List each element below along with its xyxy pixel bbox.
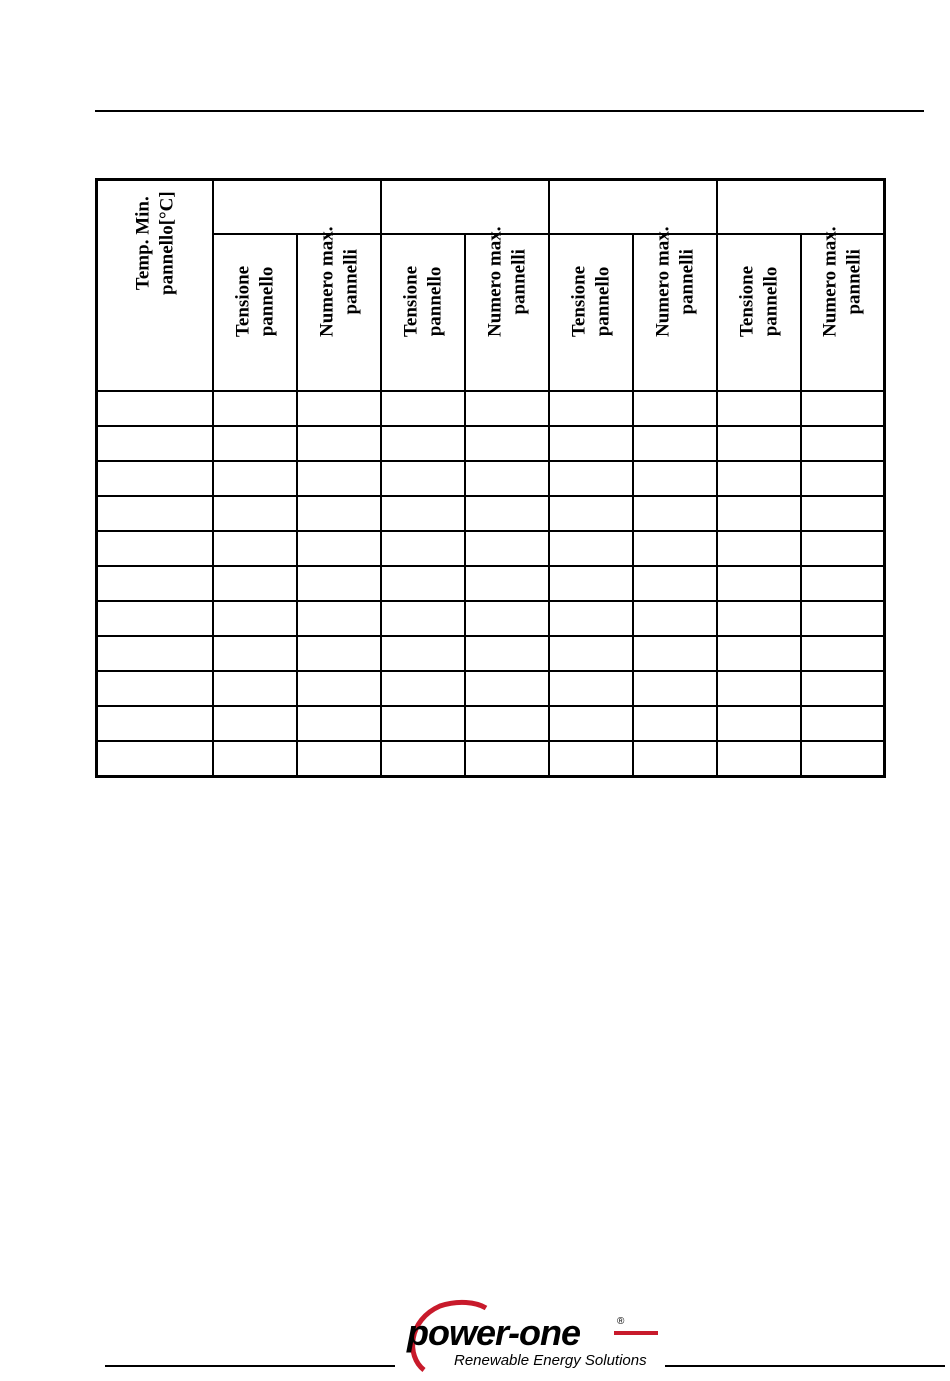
table-cell [717, 426, 801, 461]
table-cell [297, 496, 381, 531]
table-cell [297, 531, 381, 566]
table-cell [633, 671, 717, 706]
table-cell [297, 566, 381, 601]
table-cell [97, 496, 213, 531]
header-label-line: Numero max. [483, 226, 505, 337]
table-cell [97, 636, 213, 671]
table-cell [465, 706, 549, 741]
header-rule [95, 110, 924, 112]
table-cell [801, 426, 885, 461]
table-cell [297, 426, 381, 461]
table-cell [633, 566, 717, 601]
table-cell [465, 566, 549, 601]
table-cell [801, 566, 885, 601]
table-cell [549, 426, 633, 461]
header-label-line: Temp. Min. [132, 195, 153, 290]
table-cell [801, 741, 885, 777]
table-cell [97, 566, 213, 601]
tensione-pannello-header [213, 234, 297, 391]
table-cell [465, 426, 549, 461]
table-cell [297, 461, 381, 496]
table-row [97, 531, 885, 566]
table-cell [549, 391, 633, 426]
panel-table [95, 178, 886, 778]
table-cell [549, 671, 633, 706]
header-label-line: pannello[°C] [155, 190, 177, 295]
table-cell [633, 706, 717, 741]
table-cell [717, 706, 801, 741]
table-cell [97, 706, 213, 741]
table-cell [633, 531, 717, 566]
table-cell [465, 496, 549, 531]
header-label-line: Tensione [567, 265, 589, 337]
table-cell [801, 601, 885, 636]
table-cell [465, 636, 549, 671]
table-cell [633, 461, 717, 496]
table-cell [633, 496, 717, 531]
table-cell [97, 391, 213, 426]
table-cell [465, 741, 549, 777]
table-cell [801, 531, 885, 566]
table-cell [213, 566, 297, 601]
table-cell [381, 391, 465, 426]
table-cell [717, 566, 801, 601]
table-row [97, 671, 885, 706]
table-cell [801, 391, 885, 426]
tensione-pannello-header [717, 234, 801, 391]
header-label-line: Tensione [231, 265, 253, 337]
table-row [97, 566, 885, 601]
table-cell [633, 391, 717, 426]
table-cell [465, 391, 549, 426]
header-label-line: Tensione [735, 265, 757, 337]
table-cell [717, 601, 801, 636]
header-label-line: Tensione [399, 265, 421, 337]
table-cell [213, 706, 297, 741]
table-cell [213, 461, 297, 496]
table-cell [717, 636, 801, 671]
table-cell [465, 671, 549, 706]
table-cell [213, 531, 297, 566]
header-label-line: Numero max. [315, 226, 337, 337]
table-cell [297, 601, 381, 636]
table-cell [297, 706, 381, 741]
header-label-line: Numero max. [819, 226, 841, 337]
table-cell [297, 741, 381, 777]
logo-accent-line [614, 1331, 658, 1335]
table-cell [213, 741, 297, 777]
table-cell [717, 671, 801, 706]
table-cell [97, 461, 213, 496]
header-label-line: pannelli [339, 248, 361, 315]
table-cell [801, 636, 885, 671]
table-cell [213, 671, 297, 706]
numero-max-pannelli-header [465, 226, 549, 391]
table-row [97, 461, 885, 496]
logo-registered-mark: ® [617, 1316, 625, 1327]
header-label-line: pannelli [843, 248, 865, 315]
table-cell [381, 496, 465, 531]
table-cell [213, 391, 297, 426]
header-label-line: pannello [759, 266, 781, 336]
numero-max-pannelli-header [801, 226, 885, 391]
table-cell [213, 601, 297, 636]
table-cell [549, 566, 633, 601]
table-cell [465, 461, 549, 496]
table-cell [549, 496, 633, 531]
table-cell [549, 531, 633, 566]
table-cell [549, 461, 633, 496]
table-cell [297, 391, 381, 426]
table-cell [381, 741, 465, 777]
table-cell [801, 496, 885, 531]
table-cell [297, 636, 381, 671]
table-cell [213, 426, 297, 461]
table-cell [97, 741, 213, 777]
table-row [97, 496, 885, 531]
numero-max-pannelli-header [297, 226, 381, 391]
table-cell [801, 671, 885, 706]
table-cell [381, 671, 465, 706]
table-cell [297, 671, 381, 706]
table-cell [633, 601, 717, 636]
table-row [97, 426, 885, 461]
table-row [97, 741, 885, 777]
footer-rule-right [665, 1365, 945, 1367]
table-cell [717, 461, 801, 496]
table-cell [381, 531, 465, 566]
table-cell [381, 601, 465, 636]
table-cell [549, 636, 633, 671]
numero-max-pannelli-header [633, 226, 717, 391]
table-cell [381, 706, 465, 741]
table-cell [97, 671, 213, 706]
brand-logo [402, 1298, 660, 1378]
header-label-line: pannello [255, 266, 277, 336]
table-row [97, 391, 885, 426]
table-cell [97, 601, 213, 636]
table-cell [549, 706, 633, 741]
table-cell [801, 461, 885, 496]
temp-min-header [97, 180, 213, 392]
table-row [97, 601, 885, 636]
footer-rule-left [105, 1365, 395, 1367]
table-cell [213, 636, 297, 671]
table-row [97, 636, 885, 671]
header-label-line: pannelli [675, 248, 697, 315]
logo-brand-text: power-one [407, 1312, 581, 1353]
table-cell [549, 601, 633, 636]
table-cell [465, 601, 549, 636]
table-cell [717, 391, 801, 426]
panel-table-container [95, 178, 886, 778]
table-cell [97, 531, 213, 566]
table-cell [717, 496, 801, 531]
table-cell [97, 426, 213, 461]
table-header-sub-row [97, 234, 885, 391]
table-cell [381, 566, 465, 601]
table-cell [633, 426, 717, 461]
tensione-pannello-header [549, 234, 633, 391]
table-cell [465, 531, 549, 566]
header-label-line: Numero max. [651, 226, 673, 337]
header-label-line: pannello [423, 266, 445, 336]
table-row [97, 706, 885, 741]
table-cell [801, 706, 885, 741]
header-label-line: pannello [591, 266, 613, 336]
table-cell [381, 461, 465, 496]
header-label-line: pannelli [507, 248, 529, 315]
tensione-pannello-header [381, 234, 465, 391]
logo-tagline: Renewable Energy Solutions [454, 1352, 647, 1369]
table-cell [633, 636, 717, 671]
table-cell [549, 741, 633, 777]
table-cell [213, 496, 297, 531]
table-cell [717, 741, 801, 777]
table-cell [717, 531, 801, 566]
table-cell [381, 636, 465, 671]
table-cell [633, 741, 717, 777]
table-cell [381, 426, 465, 461]
